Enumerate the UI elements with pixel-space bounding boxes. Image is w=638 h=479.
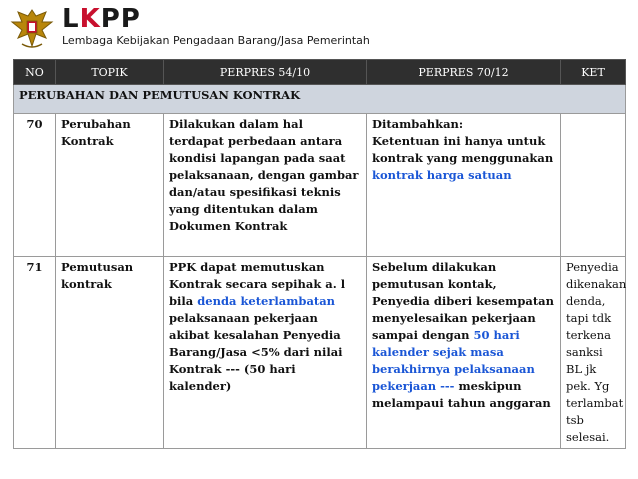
col-header-topik: TOPIK <box>56 60 164 85</box>
highlight-text: kontrak harga satuan <box>372 168 512 182</box>
highlight-text: 50 hari kalender sejak masa berakhirnya pelaksanaan pekerjaan --- <box>372 328 535 393</box>
row-topik: Perubahan Kontrak <box>56 114 164 257</box>
brand-logo-text: LKPP <box>62 4 141 34</box>
slide-header <box>0 0 638 58</box>
col-header-perpres-70: PERPRES 70/12 <box>367 60 561 85</box>
brand-subtitle: Lembaga Kebijakan Pengadaan Barang/Jasa Pemerintah <box>62 34 370 47</box>
highlight-text: denda keterlambatan <box>197 294 336 308</box>
row-no: 70 <box>14 114 56 257</box>
section-row <box>14 85 626 114</box>
row-ket <box>561 114 626 257</box>
garuda-emblem-icon <box>8 4 56 52</box>
comparison-table <box>13 59 626 449</box>
table-row <box>14 257 626 449</box>
col-header-no: NO <box>14 60 56 85</box>
section-title: PERUBAHAN DAN PEMUTUSAN KONTRAK <box>14 85 626 114</box>
col-header-ket: KET <box>561 60 626 85</box>
table-header-row <box>14 60 626 85</box>
row-perpres-70: Sebelum dilakukan pemutusan kontak, Penyedia diberi kesempatan menyelesaikan pekerjaan sampai dengan 50 hari kalender sejak masa berakhirnya pelaksanaan pekerjaan --- meskipun melampaui tahun anggaran <box>367 257 561 449</box>
row-topik: Pemutusan kontrak <box>56 257 164 449</box>
brand <box>62 4 370 48</box>
row-perpres-54: PPK dapat memutuskan Kontrak secara sepihak a. l bila denda keterlambatan pelaksanaan pekerjaan akibat kesalahan Penyedia Barang/Jasa <5% dari nilai Kontrak --- (50 hari kalender) <box>164 257 367 449</box>
col-header-perpres-54: PERPRES 54/10 <box>164 60 367 85</box>
row-perpres-54: Dilakukan dalam hal terdapat perbedaan antara kondisi lapangan pada saat pelaksanaan, dengan gambar dan/atau spesifikasi teknis yang ditentukan dalam Dokumen Kontrak <box>164 114 367 257</box>
row-ket: Penyedia dikenakan denda, tapi tdk terkena sanksi BL jk pek. Yg terlambat tsb selesai. <box>561 257 626 449</box>
row-perpres-70: Ditambahkan: Ketentuan ini hanya untuk kontrak yang menggunakan kontrak harga satuan <box>367 114 561 257</box>
row-no: 71 <box>14 257 56 449</box>
table-row <box>14 114 626 257</box>
